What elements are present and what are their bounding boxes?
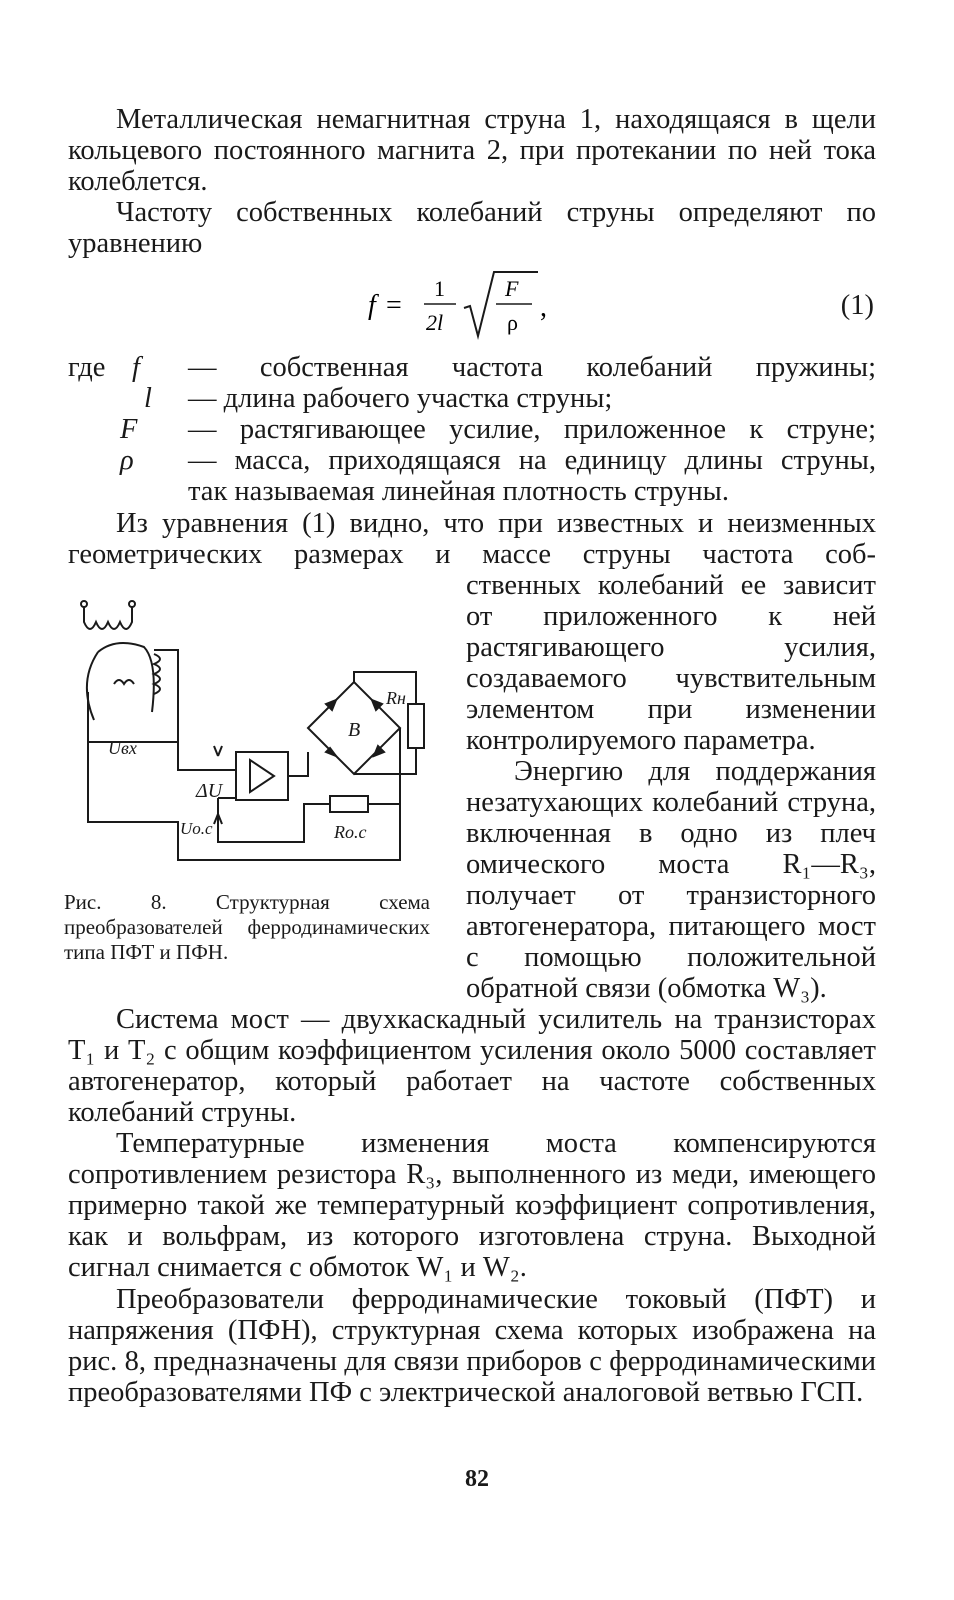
amplifier-block xyxy=(236,752,288,800)
definition-symbol: ρ xyxy=(120,445,134,476)
page-number: 82 xyxy=(465,1466,489,1492)
terminal-icon xyxy=(81,601,87,607)
equation-number: (1) xyxy=(840,290,874,321)
load-resistor-label: Rн xyxy=(386,688,406,708)
definition-row xyxy=(68,414,876,445)
wire xyxy=(368,728,400,804)
delta-u-label: ΔU xyxy=(196,780,223,802)
definition-continuation: так называемая линейная плотность струны. xyxy=(188,476,729,507)
formula-num: 1 xyxy=(434,276,445,301)
paragraph-string-description xyxy=(68,104,876,197)
paragraph-text: Металлическая немагнитная струна 1, находящаяся в щели кольцевого постоянного магнита 2, при протекании по ней тока колеблется. xyxy=(68,104,876,197)
paragraph-converters xyxy=(68,1284,876,1408)
wire xyxy=(354,672,416,704)
symbol-definitions xyxy=(68,352,876,507)
caption-text: Рис. 8. Структурная схема преобразователей ферродинамических типа ПФТ и ПФН. xyxy=(64,890,430,964)
paragraph-wrap-right xyxy=(466,570,876,756)
paragraph-text: Преобразователи ферродинамические токовый (ПФТ) и напряжения (ПФН), структурная схема которых изображена на рис. 8, предназначены для связи приборов с ферродинамическими преобразователями ПФ с электрической аналоговой ветвью ГСП. xyxy=(68,1284,876,1408)
formula-den: 2l xyxy=(426,310,444,335)
magnetic-core-icon xyxy=(87,643,154,720)
input-voltage-label: Uвх xyxy=(108,738,137,758)
paragraph-temperature xyxy=(68,1128,876,1283)
definition-text: — растягивающее усилие, приложенное к струне; xyxy=(188,414,876,445)
paragraph-text: ственных колебаний ее зависит от приложенного к ней растягивающего усилия, создаваемого чувствительным элементом при изменении контролируемого параметра. xyxy=(466,570,876,756)
paragraph-frequency-intro xyxy=(68,197,876,259)
formula-eq: = xyxy=(386,290,402,321)
figure-8-schematic xyxy=(68,592,448,892)
core-winding-icon xyxy=(154,654,160,694)
paragraph-text: Температурные изменения моста компенсируются сопротивлением резистора R₃, выполненного из меди, имеющего примерно такой же температурный коэффициент сопротивления, как и вольфрам, из которого изготовлена струна. Выходной сигнал снимается с обмоток W₁ и W₂. xyxy=(68,1128,876,1283)
wire xyxy=(288,752,308,776)
definition-symbol: f xyxy=(132,352,140,383)
inner-winding-icon xyxy=(114,680,134,684)
terminal-icon xyxy=(129,601,135,607)
where-lead: где xyxy=(68,352,106,383)
definition-row xyxy=(68,445,876,476)
wire xyxy=(154,650,223,770)
feedback-voltage-label: Uо.с xyxy=(180,819,213,838)
formula-1 xyxy=(68,266,876,346)
paragraph-text: Энергию для поддержания незатухающих колебаний струна, включенная в одно из плеч омического моста R₁—R₃, получает от транзисторного автогенератора, питающего мост с помощью положительной обратной связи (обмотка W₃). xyxy=(466,756,876,1004)
feedback-resistor xyxy=(330,796,368,812)
formula-comma: , xyxy=(540,292,547,323)
formula-graphic xyxy=(368,266,668,346)
definition-text: — масса, приходящаяся на единицу длины струны, xyxy=(188,445,876,476)
definition-row xyxy=(68,476,876,507)
wire xyxy=(148,822,178,836)
paragraph-text: Система мост — двухкаскадный усилитель на транзисторах T₁ и T₂ с общим коэффициентом усиления около 5000 составляет автогенератор, который работает на частоте собственных колебаний струны. xyxy=(68,1004,876,1128)
paragraph-text: Частоту собственных колебаний струны определяют по уравнению xyxy=(68,197,876,259)
bridge-label: B xyxy=(348,719,361,741)
definition-row xyxy=(68,383,876,414)
definition-symbol: l xyxy=(144,383,152,414)
formula-lhs: f xyxy=(368,290,376,321)
amplifier-triangle-icon xyxy=(250,760,274,792)
paragraph-text: Из уравнения (1) видно, что при известных и неизменных геометрических размерах и массе струны частота соб- xyxy=(68,508,876,570)
circuit-diagram xyxy=(68,592,448,892)
formula-inner-num: F xyxy=(505,276,519,301)
paragraph-system xyxy=(68,1004,876,1128)
input-coil-icon xyxy=(84,607,132,629)
paragraph-energy xyxy=(466,756,876,1004)
wire xyxy=(218,798,330,842)
load-resistor xyxy=(408,704,424,748)
definition-text: — собственная частота колебаний пружины; xyxy=(188,352,876,383)
figure-caption xyxy=(64,890,430,965)
feedback-resistor-label: Rо.с xyxy=(334,822,367,842)
definition-row xyxy=(68,352,876,383)
formula-inner-den: ρ xyxy=(507,310,518,335)
definition-text: — длина рабочего участка струны; xyxy=(188,383,613,414)
paragraph-equation-conclusion xyxy=(68,508,876,570)
definition-symbol: F xyxy=(120,414,138,445)
